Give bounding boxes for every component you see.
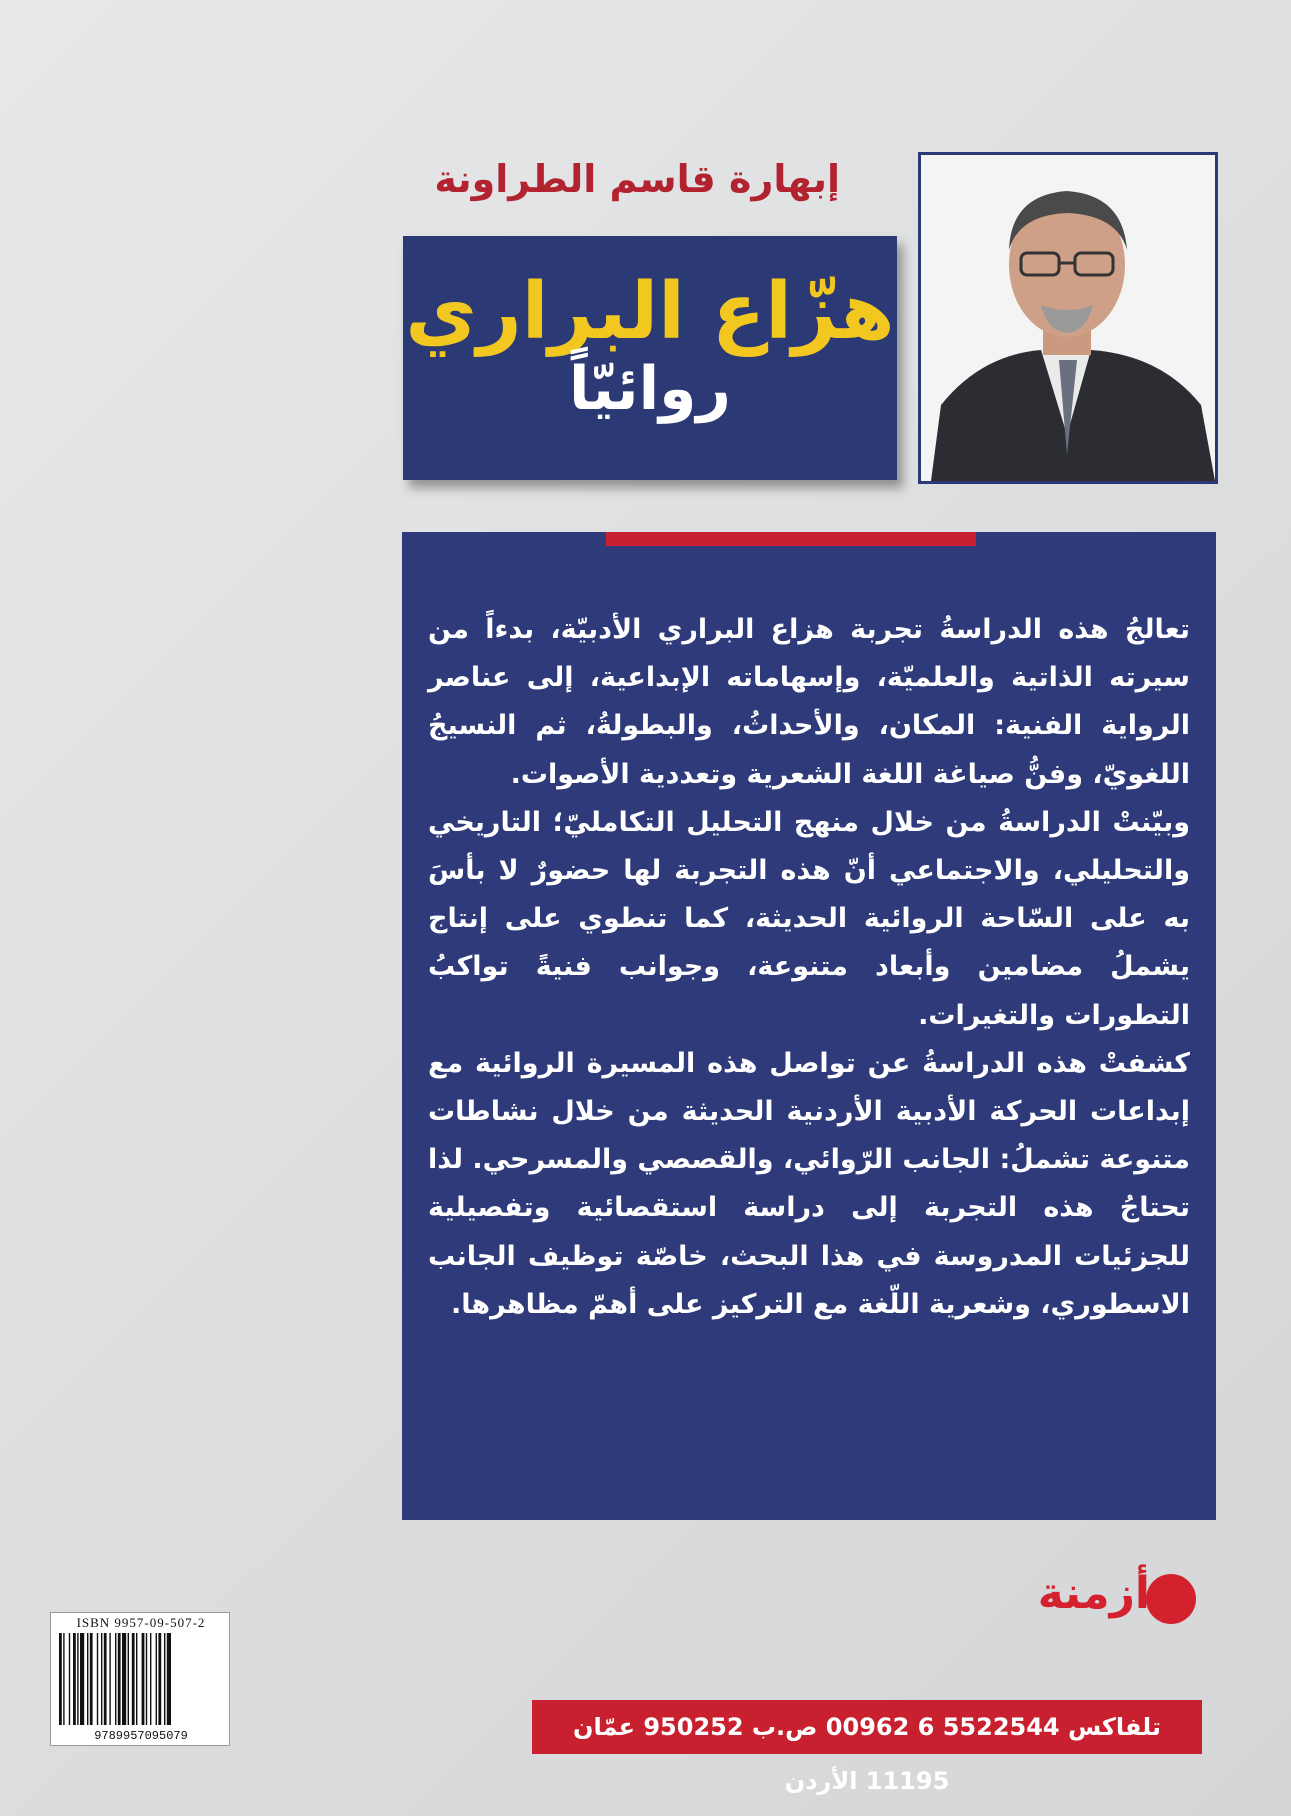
publisher-logo bbox=[1037, 1568, 1200, 1630]
book-subtitle: روائيّاً bbox=[569, 353, 731, 424]
book-title: هزّاع البراري bbox=[405, 267, 895, 357]
author-portrait-icon bbox=[921, 155, 1215, 481]
isbn-label: ISBN 9957-09-507-2 bbox=[76, 1615, 206, 1630]
barcode-bars-icon bbox=[57, 1633, 225, 1725]
description-paragraph-3: كشفتْ هذه الدراسةُ عن تواصل هذه المسيرة الروائية مع إبداعات الحركة الأدبية الأردنية الحديثة من خلال نشاطات متنوعة تشملُ: الجانب الرّوائي، والقصصي والمسرحي. لذا تحتاجُ هذه التجربة إلى دراسة استقصائية وتفصيلية للجزئيات المدروسة في هذا البحث، خاصّة توظيف الجانب الاسطوري، وشعرية اللّغة مع التركيز على أهمّ مظاهرها. bbox=[428, 1047, 1190, 1320]
author-photo bbox=[918, 152, 1218, 484]
red-accent-bar bbox=[606, 532, 976, 546]
description-paragraph-1: تعالجُ هذه الدراسةُ تجربة هزاع البراري الأدبيّة، بدءاً من سيرته الذاتية والعلميّة، وإسهاماته الإبداعية، إلى عناصر الرواية الفنية: المكان، والأحداثُ، والبطولةُ، ثم النسيجُ اللغويّ، وفنُّ صياغة اللغة الشعرية وتعددية الأصوات. bbox=[428, 614, 1190, 790]
title-panel bbox=[403, 236, 897, 480]
publisher-mark-icon bbox=[1146, 1574, 1196, 1624]
publisher-logo-text: أزمنة bbox=[1037, 1568, 1150, 1619]
description-text bbox=[428, 606, 1190, 1329]
isbn-barcode bbox=[50, 1612, 230, 1746]
publisher-contact: تلفاكس 5522544 6 00962 ص.ب 950252 عمّان 11195 الأردن bbox=[532, 1700, 1202, 1754]
barcode-digits: 9789957095079 bbox=[94, 1729, 188, 1743]
description-panel bbox=[402, 532, 1216, 1520]
description-paragraph-2: وبيّنتْ الدراسةُ من خلال منهج التحليل التكامليّ؛ التاريخي والتحليلي، والاجتماعي أنّ هذه التجربة لها حضورٌ لا بأسَ به على السّاحة الروائية الحديثة، كما تنطوي على إنتاج يشملُ مضامين وأبعاد متنوعة، وجوانب فنيةً تواكبُ التطورات والتغيرات. bbox=[428, 806, 1190, 1031]
author-name: إبهارة قاسم الطراونة bbox=[434, 157, 840, 201]
